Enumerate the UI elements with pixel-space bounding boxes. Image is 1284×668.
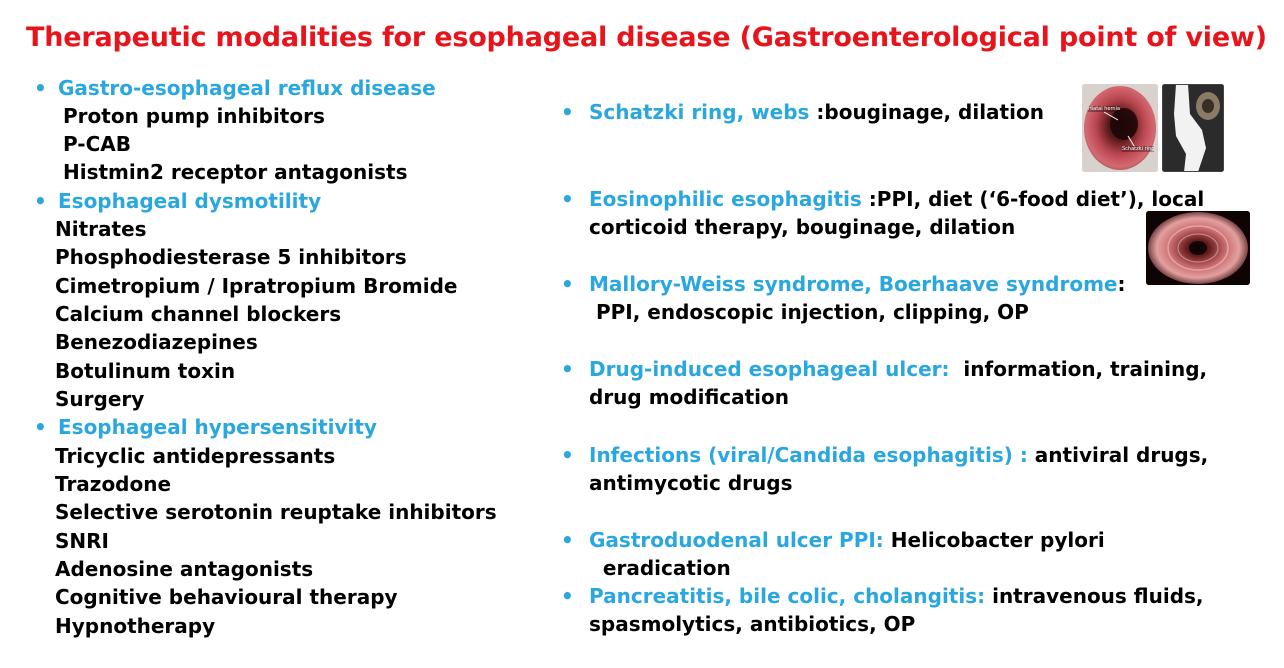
list-item: Trazodone [55, 472, 172, 496]
entry-drug-induced-cont: drug modification [589, 385, 790, 409]
bullet-icon: • [34, 189, 47, 213]
bullet-icon: • [561, 272, 574, 296]
image-label-hiatal-hernia: Hiatal hernia [1088, 106, 1121, 112]
bullet-icon: • [34, 76, 47, 100]
list-item: SNRI [55, 529, 109, 553]
section-heading-dysmotility: • Esophageal dysmotility [34, 189, 322, 213]
list-item: Phosphodiesterase 5 inhibitors [55, 245, 407, 269]
entry-infections-cont: antimycotic drugs [589, 471, 793, 495]
bullet-icon: • [561, 443, 574, 467]
bullet-icon: • [561, 528, 574, 552]
endoscopy-image-schatzki [1082, 84, 1158, 172]
list-item: Botulinum toxin [55, 359, 236, 383]
entry-mallory-weiss: Mallory-Weiss syndrome, Boerhaave syndrome: [589, 272, 1126, 296]
entry-pancreatitis-cont: spasmolytics, antibiotics, OP [589, 612, 916, 636]
list-item: Hypnotherapy [55, 614, 216, 638]
entry-pancreatitis: Pancreatitis, bile colic, cholangitis: intravenous fluids, [589, 584, 1204, 608]
list-item: Benezodiazepines [55, 330, 258, 354]
list-item: Proton pump inhibitors [63, 104, 325, 128]
list-item: Adenosine antagonists [55, 557, 314, 581]
list-item: Calcium channel blockers [55, 302, 342, 326]
section-heading-hypersensitivity: • Esophageal hypersensitivity [34, 415, 377, 439]
endoscopy-image-eosinophilic [1146, 211, 1250, 285]
list-item: Nitrates [55, 217, 147, 241]
list-item: Tricyclic antidepressants [55, 444, 336, 468]
bullet-icon: • [561, 100, 574, 124]
list-item: P-CAB [63, 132, 132, 156]
section-heading-gerd: • Gastro-esophageal reflux disease [34, 76, 436, 100]
entry-gastroduodenal-cont: eradication [589, 556, 731, 580]
entry-eosinophilic: Eosinophilic esophagitis :PPI, diet (‘6-food diet’), local [589, 187, 1205, 211]
list-item: Cimetropium / Ipratropium Bromide [55, 274, 458, 298]
list-item: Cognitive behavioural therapy [55, 585, 398, 609]
entry-schatzki: Schatzki ring, webs :bouginage, dilation [589, 100, 1044, 124]
entry-drug-induced: Drug-induced esophageal ulcer: information, training, [589, 357, 1208, 381]
bullet-icon: • [34, 415, 47, 439]
slide-title: Therapeutic modalities for esophageal disease (Gastroenterological point of view) [26, 22, 1267, 53]
list-item: Histmin2 receptor antagonists [63, 160, 408, 184]
barium-swallow-image [1162, 84, 1224, 172]
bullet-icon: • [561, 187, 574, 211]
bullet-icon: • [561, 357, 574, 381]
list-item: Surgery [55, 387, 145, 411]
entry-eosinophilic-cont: corticoid therapy, bouginage, dilation [589, 215, 1016, 239]
image-label-schatzki-ring: Schatzki ring [1122, 146, 1155, 152]
list-item: Selective serotonin reuptake inhibitors [55, 500, 497, 524]
entry-infections: Infections (viral/Candida esophagitis) : antiviral drugs, [589, 443, 1209, 467]
entry-gastroduodenal: Gastroduodenal ulcer PPI: Helicobacter pylori [589, 528, 1105, 552]
bullet-icon: • [561, 584, 574, 608]
entry-mallory-weiss-cont: PPI, endoscopic injection, clipping, OP [589, 300, 1029, 324]
